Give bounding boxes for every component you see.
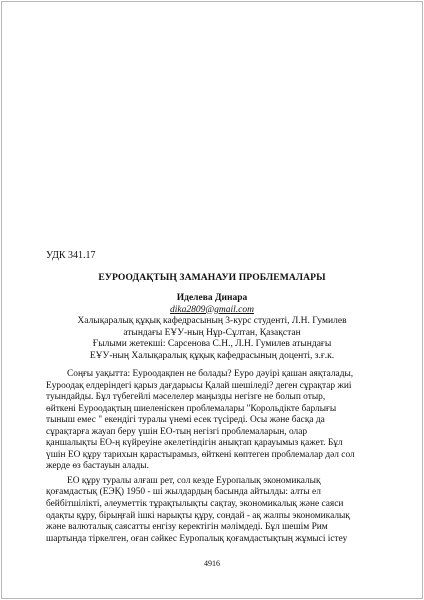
text-line: үшін ЕО құру тарихын қарастырамыз, өйткені көптеген проблемалар дәл сол (46, 449, 355, 460)
author-email[interactable]: dika2809@gmail.com (170, 304, 254, 315)
paragraph-1 (46, 369, 382, 473)
author-name: Иделева Динара (176, 293, 248, 303)
text-line: жерде өз бастауын алады. (46, 461, 149, 472)
text-line: туындайды. Бұл түбегейлі мәселелер маңызды негізге не болып отыр, (46, 392, 326, 403)
affiliation-line: Халықаралық құқық кафедрасының 3-курс студенті, Л.Н. Гумилев (77, 316, 347, 327)
paragraph-2 (46, 476, 382, 545)
text-line: тыныш емес " екендігі туралы үнемі есек түсіреді. Осы және басқа да (46, 415, 325, 426)
text-line: қоғамдастық (ЕЭҚ) 1950 - ші жылдардың басында айтылды: алты ел (46, 487, 321, 498)
text-line: Еуроодақ елдеріндегі қарыз дағдарысы Қалай шешіледі? деген сұрақтар жиі (46, 380, 352, 391)
text-line: бейбітшілікті, әлеуметтік тұрақтылықты сақтау, экономикалық және саяси (46, 499, 344, 510)
author-block (2, 293, 422, 363)
page-number: 4916 (204, 559, 220, 568)
text-line: одақты құру, бірыңғай ішкі нарықты құру, сондай - ақ жалпы экономикалық (46, 510, 350, 521)
document-page (1, 1, 423, 599)
article-body (46, 369, 382, 545)
article-title: ЕУРООДАҚТЫҢ ЗАМАНАУИ ПРОБЛЕМАЛАРЫ (98, 272, 326, 283)
text-line: ЕО құру туралы алғаш рет, сол кезде Еуропалық экономикалық (67, 475, 321, 486)
text-line: және валюталық саясатты енгізу керектігін мәлімдеді. Бұл шешім Рим (46, 522, 328, 533)
udk-code: УДК 341.17 (46, 250, 96, 261)
text-line: өйткені Еуроодақтың шиеленіскен проблемалары "Корольдікте барлығы (46, 403, 337, 414)
affiliation-line: Ғылыми жетекші: Сарсенова С.Н., Л.Н. Гумилев атындағы (92, 339, 332, 350)
text-line: Соңғы уақытта: Еуроодақпен не болады? Еуро дәуірі қашан аяқталады, (67, 369, 354, 379)
affiliation-line: ЕҰУ-ның Халықаралық құқық кафедрасының доценті, з.ғ.к. (89, 350, 335, 361)
text-line: сұрақтарға жауап беру үшін ЕО-тың негізгі проблемаларын, олар (46, 426, 308, 437)
text-line: қаншалықты ЕО-ң күйреуіне әкелетіндігін анықтап қарауымыз қажет. Бұл (46, 438, 343, 449)
text-line: шартында тіркелген, оған сәйкес Еуропалық қоғамдастықтың жұмысі істеу (46, 533, 348, 544)
affiliation-line: атындағы ЕҰУ-ның Нұр-Сұлтан, Қазақстан (123, 327, 301, 338)
